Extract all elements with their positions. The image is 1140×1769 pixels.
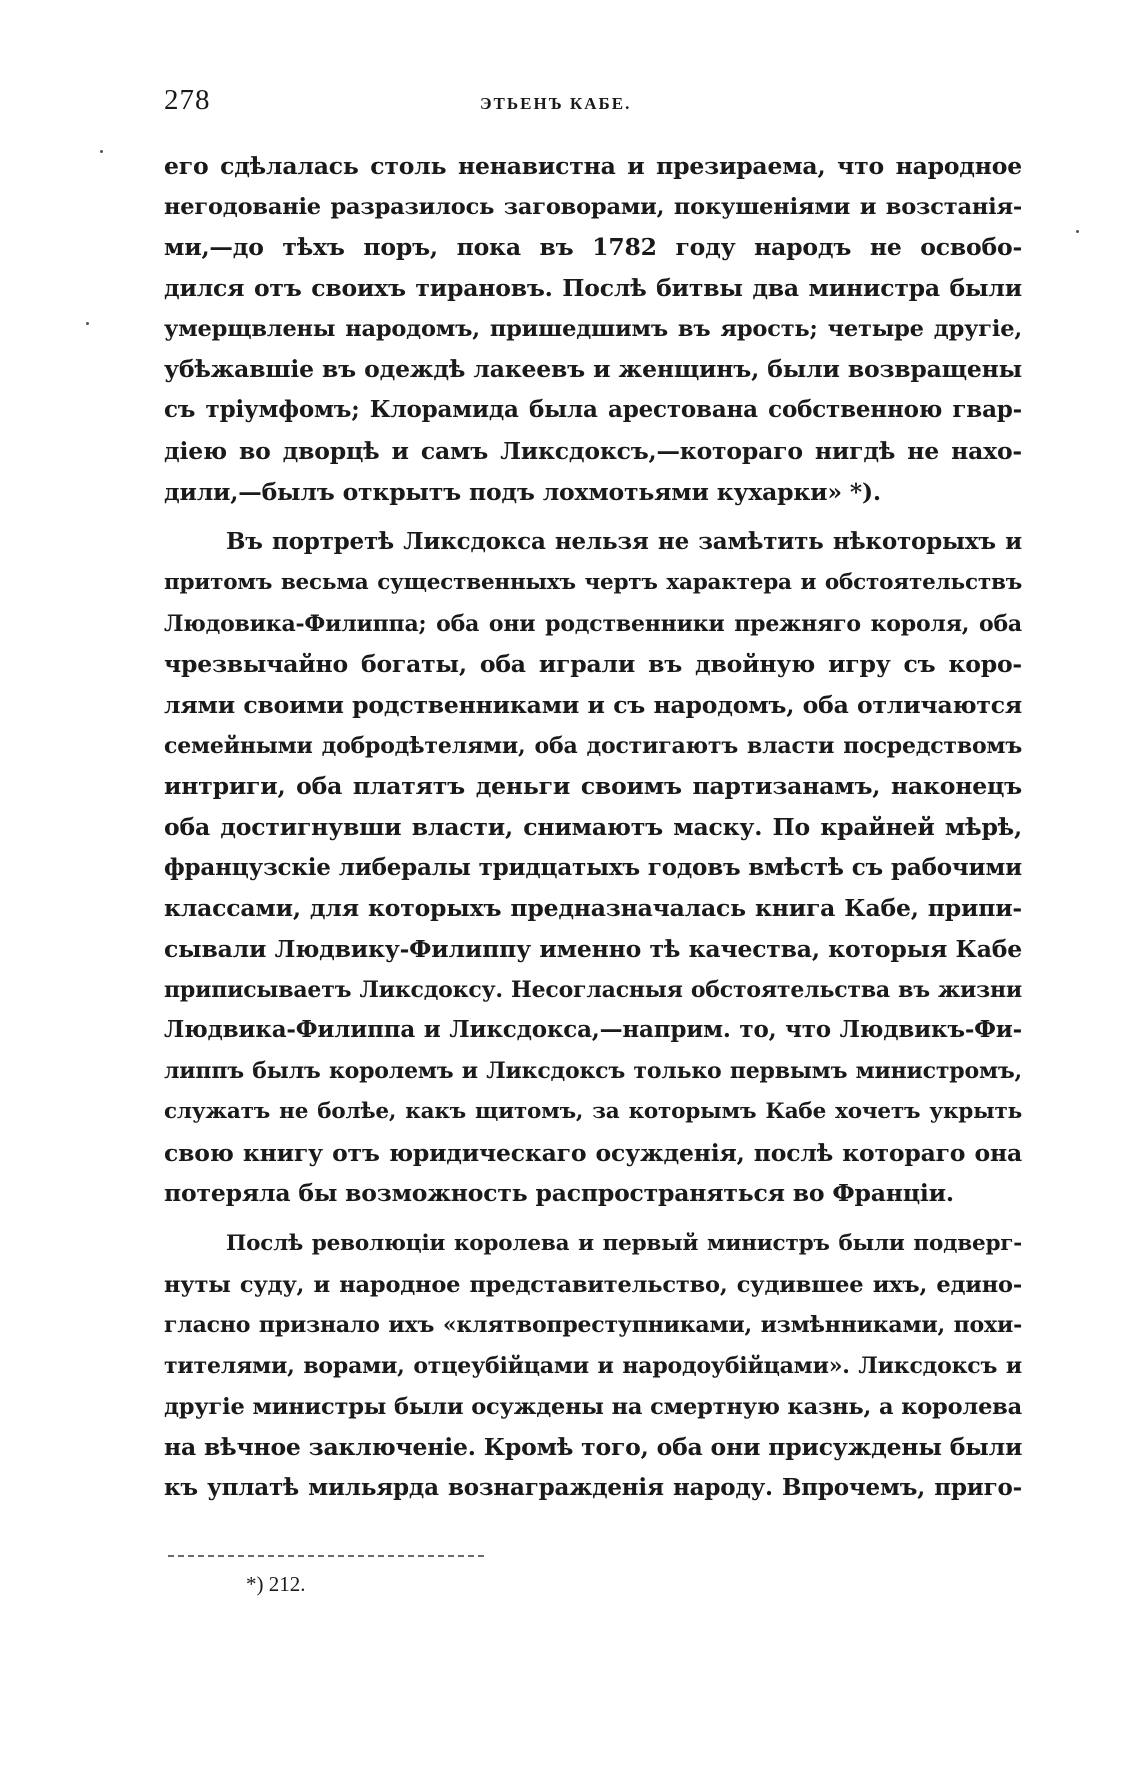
scan-speck [100,150,103,153]
text-line: діею во дворцѣ и самъ Ликсдоксъ,—котораго нигдѣ не нахо- [164,436,1022,465]
text-line: интриги, оба платятъ деньги своимъ партизанамъ, наконецъ [164,772,1022,801]
text-line: къ уплатѣ мильярда вознагражденія народу. Впрочемъ, приго- [164,1474,1022,1501]
text-line: негодованіе разразилось заговорами, покушеніями и возстанія- [164,193,1022,220]
footnote-divider [168,1555,484,1557]
text-line: дился отъ своихъ тирановъ. Послѣ битвы два министра были [164,274,1022,303]
text-line: чрезвычайно богаты, оба играли въ двойную игру съ коро- [164,650,1022,679]
paragraph [164,1224,1022,1509]
text-line: Въ портретѣ Ликсдокса нельзя не замѣтить нѣкоторыхъ и [226,528,1022,556]
text-line: французскіе либералы тридцатыхъ годовъ вмѣстѣ съ рабочими [164,853,1022,881]
text-line: классами, для которыхъ предназначалась книга Кабе, припи- [164,894,1022,923]
text-line: оба достигнувши власти, снимаютъ маску. По крайней мѣрѣ, [164,813,1022,841]
text-line: Людвика-Филиппа и Ликсдокса,—наприм. то, что Людвикъ-Фи- [164,1016,1022,1044]
footnote: *) 212. [246,1572,306,1596]
text-line: ми,—до тѣхъ поръ, пока въ 1782 году народъ не освобо- [164,233,1022,262]
text-line: гласно признало ихъ «клятвопреступниками, измѣнниками, похи- [164,1312,1022,1339]
text-line: съ тріумфомъ; Клорамида была арестована собственною гвар- [164,396,1022,424]
scan-speck [1076,230,1079,233]
page-number: 278 [164,84,211,116]
running-title: ЭТЬЕНЪ КАБЕ. [480,94,632,113]
text-line: служатъ не болѣе, какъ щитомъ, за которымъ Кабе хочетъ укрыть [164,1098,1022,1124]
text-line: сывали Людвику-Филиппу именно тѣ качества, которыя Кабе [164,935,1022,964]
text-line: тителями, ворами, отцеубійцами и народоубійцами». Ликсдоксъ и [164,1352,1022,1379]
page-header [164,84,1024,124]
text-line: умерщвлены народомъ, пришедшимъ въ ярость; четыре другіе, [164,315,1022,342]
paragraph [164,522,1022,1214]
text-line: Послѣ революціи королева и первый министръ были подверг- [226,1230,1022,1256]
text-line: убѣжавшіе въ одеждѣ лакеевъ и женщинъ, были возвращены [164,355,1022,384]
paragraph [164,146,1022,512]
scan-speck [86,322,89,325]
paragraph-gap [164,1214,1022,1224]
text-line: Людовика-Филиппа; оба они родственники прежняго короля, оба [164,610,1022,637]
text-line: дили,—былъ открытъ подъ лохмотьями кухарки» *). [164,477,881,506]
text-line: лями своими родственниками и съ народомъ, оба отличаются [164,690,1022,719]
text-line: другіе министры были осуждены на смертную казнь, а королева [164,1393,1022,1420]
text-line: приписываетъ Ликсдоксу. Несогласныя обстоятельства въ жизни [164,976,1022,1003]
body-text [164,146,1022,1509]
text-line: семейными добродѣтелями, оба достигаютъ власти посредствомъ [164,732,1022,759]
text-line: липпъ былъ королемъ и Ликсдоксъ только первымъ министромъ, [164,1058,1022,1085]
text-line: нуты суду, и народное представительство, судившее ихъ, едино- [164,1271,1022,1298]
text-line: на вѣчное заключеніе. Кромѣ того, оба они присуждены были [164,1433,1023,1462]
paragraph-gap [164,512,1022,522]
text-line: притомъ весьма существенныхъ чертъ характера и обстоятельствъ [164,569,1022,595]
text-line: потеряла бы возможность распространяться во Франціи. [164,1179,954,1208]
text-line: свою книгу отъ юридическаго осужденія, послѣ котораго она [164,1138,1022,1167]
text-line: его сдѣлалась столь ненавистна и презираема, что народное [164,152,1022,180]
